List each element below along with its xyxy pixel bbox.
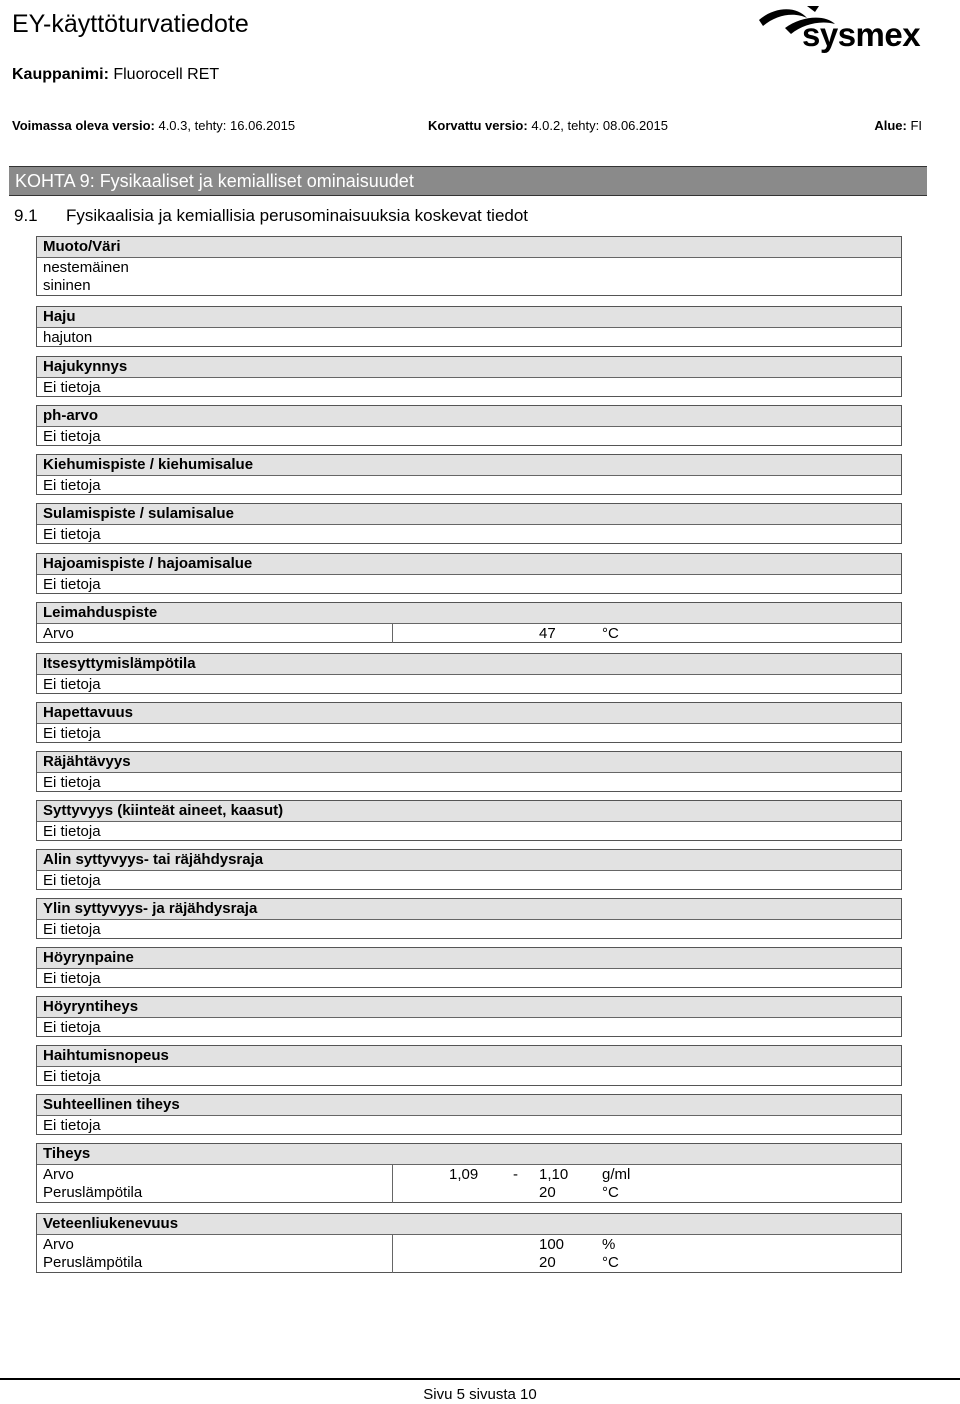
property-value-row	[37, 377, 901, 396]
region-label: Alue:	[874, 118, 907, 133]
property-block	[36, 1045, 902, 1086]
property-label-row	[37, 1214, 901, 1234]
trade-name-value: Fluorocell RET	[113, 66, 220, 83]
property-value-row	[37, 426, 901, 445]
property-label-row	[37, 603, 901, 623]
property-value-row	[37, 1115, 901, 1134]
property-label-row	[37, 307, 901, 327]
property-label: Leimahduspiste	[43, 604, 158, 621]
property-measure-row	[37, 1183, 901, 1202]
property-value: Ei tietoja	[43, 921, 101, 938]
property-value: sininen	[43, 277, 91, 294]
property-block	[36, 849, 902, 890]
property-value-row	[37, 723, 901, 742]
region-value: FI	[910, 118, 922, 133]
property-block	[36, 1213, 902, 1273]
column-divider	[392, 1252, 393, 1273]
property-value-row	[37, 276, 901, 295]
valid-version	[12, 118, 295, 133]
column-divider	[392, 1164, 393, 1184]
measure-unit: g/ml	[602, 1166, 631, 1183]
property-label: Tiheys	[43, 1145, 91, 1162]
property-value-row	[37, 772, 901, 791]
replaced-version-value: 4.0.2, tehty: 08.06.2015	[531, 118, 668, 133]
property-value: Ei tietoja	[43, 872, 101, 889]
property-block	[36, 653, 902, 694]
property-value: Ei tietoja	[43, 823, 101, 840]
property-label: Ylin syttyvyys- ja räjähdysraja	[43, 900, 258, 917]
measure-value: 47	[539, 625, 556, 642]
measure-name: Arvo	[43, 625, 74, 642]
column-divider	[392, 1234, 393, 1254]
measure-value: 100	[539, 1236, 565, 1253]
property-block	[36, 306, 902, 347]
property-value-row	[37, 1066, 901, 1085]
property-label-row	[37, 703, 901, 723]
measure-name: Arvo	[43, 1236, 74, 1253]
property-label: Haju	[43, 308, 76, 325]
replaced-version	[428, 118, 668, 133]
property-value-row	[37, 968, 901, 987]
measure-value: 20	[539, 1184, 556, 1201]
property-value-row	[37, 327, 901, 346]
property-value: Ei tietoja	[43, 1019, 101, 1036]
property-label: Kiehumispiste / kiehumisalue	[43, 456, 254, 473]
property-value-row	[37, 574, 901, 593]
property-value: Ei tietoja	[43, 676, 101, 693]
property-measure-row	[37, 1164, 901, 1183]
column-divider	[392, 623, 393, 643]
property-value-row	[37, 257, 901, 276]
property-label: Höyrynpaine	[43, 949, 134, 966]
measure-unit: °C	[602, 1184, 619, 1201]
property-block	[36, 356, 902, 397]
measure-name: Peruslämpötila	[43, 1254, 143, 1271]
subsection-title: Fysikaalisia ja kemiallisia perusominaisuuksia koskevat tiedot	[66, 206, 529, 225]
property-measure-row	[37, 623, 901, 642]
property-value-row	[37, 674, 901, 693]
property-value-row	[37, 524, 901, 543]
property-measure-row	[37, 1234, 901, 1253]
property-label-row	[37, 455, 901, 475]
property-label-row	[37, 357, 901, 377]
property-label: Suhteellinen tiheys	[43, 1096, 180, 1113]
property-label-row	[37, 654, 901, 674]
measure-value-min: 1,09	[449, 1166, 479, 1183]
trade-name-line	[12, 66, 219, 84]
property-value: Ei tietoja	[43, 725, 101, 742]
property-value: Ei tietoja	[43, 576, 101, 593]
property-label-row	[37, 554, 901, 574]
property-block	[36, 1094, 902, 1135]
region	[874, 118, 922, 133]
range-dash: -	[513, 1166, 518, 1183]
property-block	[36, 800, 902, 841]
property-label: Muoto/Väri	[43, 238, 121, 255]
property-block	[36, 702, 902, 743]
property-value: Ei tietoja	[43, 477, 101, 494]
property-block	[36, 1143, 902, 1203]
measure-name: Arvo	[43, 1166, 74, 1183]
property-value-row	[37, 870, 901, 889]
measure-unit: %	[602, 1236, 616, 1253]
measure-value: 1,10	[539, 1166, 569, 1183]
property-label-row	[37, 801, 901, 821]
property-label: Hajoamispiste / hajoamisalue	[43, 555, 253, 572]
section-title: KOHTA 9: Fysikaaliset ja kemialliset ominaisuudet	[15, 171, 414, 191]
property-label-row	[37, 948, 901, 968]
property-value: Ei tietoja	[43, 970, 101, 987]
page-number: Sivu 5 sivusta 10	[423, 1386, 537, 1403]
property-value: Ei tietoja	[43, 526, 101, 543]
subsection-number: 9.1	[14, 206, 38, 225]
property-value: nestemäinen	[43, 259, 129, 276]
property-label-row	[37, 1095, 901, 1115]
property-block	[36, 947, 902, 988]
property-label-row	[37, 237, 901, 257]
property-block	[36, 553, 902, 594]
property-label-row	[37, 997, 901, 1017]
measure-value: 20	[539, 1254, 556, 1271]
valid-version-label: Voimassa oleva versio:	[12, 118, 155, 133]
property-value: Ei tietoja	[43, 379, 101, 396]
property-block	[36, 898, 902, 939]
property-label: Hapettavuus	[43, 704, 134, 721]
property-value: Ei tietoja	[43, 774, 101, 791]
property-value: hajuton	[43, 329, 93, 346]
property-value: Ei tietoja	[43, 1117, 101, 1134]
column-divider	[392, 1182, 393, 1203]
property-label: Veteenliukenevuus	[43, 1215, 179, 1232]
property-label: ph-arvo	[43, 407, 99, 424]
property-label-row	[37, 850, 901, 870]
property-block	[36, 405, 902, 446]
footer-divider	[0, 1378, 960, 1380]
property-label: Sulamispiste / sulamisalue	[43, 505, 234, 522]
logo-text: sysmex	[802, 16, 921, 53]
property-value-row	[37, 475, 901, 494]
property-label-row	[37, 504, 901, 524]
property-value: Ei tietoja	[43, 1068, 101, 1085]
section-header	[9, 166, 927, 196]
property-label-row	[37, 406, 901, 426]
property-label-row	[37, 752, 901, 772]
property-label: Hajukynnys	[43, 358, 128, 375]
subsection-heading	[14, 206, 528, 226]
replaced-version-label: Korvattu versio:	[428, 118, 528, 133]
property-label: Höyryntiheys	[43, 998, 139, 1015]
property-value: Ei tietoja	[43, 428, 101, 445]
property-value-row	[37, 919, 901, 938]
property-block	[36, 996, 902, 1037]
measure-name: Peruslämpötila	[43, 1184, 143, 1201]
property-measure-row	[37, 1253, 901, 1272]
trade-name-label: Kauppanimi:	[12, 66, 109, 83]
property-block	[36, 454, 902, 495]
property-label-row	[37, 1144, 901, 1164]
property-label-row	[37, 1046, 901, 1066]
property-label: Haihtumisnopeus	[43, 1047, 169, 1064]
valid-version-value: 4.0.3, tehty: 16.06.2015	[158, 118, 296, 133]
property-value-row	[37, 1017, 901, 1036]
document-title: EY-käyttöturvatiedote	[12, 10, 249, 38]
property-label-row	[37, 899, 901, 919]
measure-unit: °C	[602, 1254, 619, 1271]
property-label: Räjähtävyys	[43, 753, 131, 770]
property-block	[36, 236, 902, 296]
property-label: Syttyvyys (kiinteät aineet, kaasut)	[43, 802, 284, 819]
property-value-row	[37, 821, 901, 840]
measure-unit: °C	[602, 625, 619, 642]
property-block	[36, 602, 902, 643]
property-block	[36, 751, 902, 792]
property-label: Alin syttyvyys- tai räjähdysraja	[43, 851, 264, 868]
property-label: Itsesyttymislämpötila	[43, 655, 196, 672]
property-block	[36, 503, 902, 544]
